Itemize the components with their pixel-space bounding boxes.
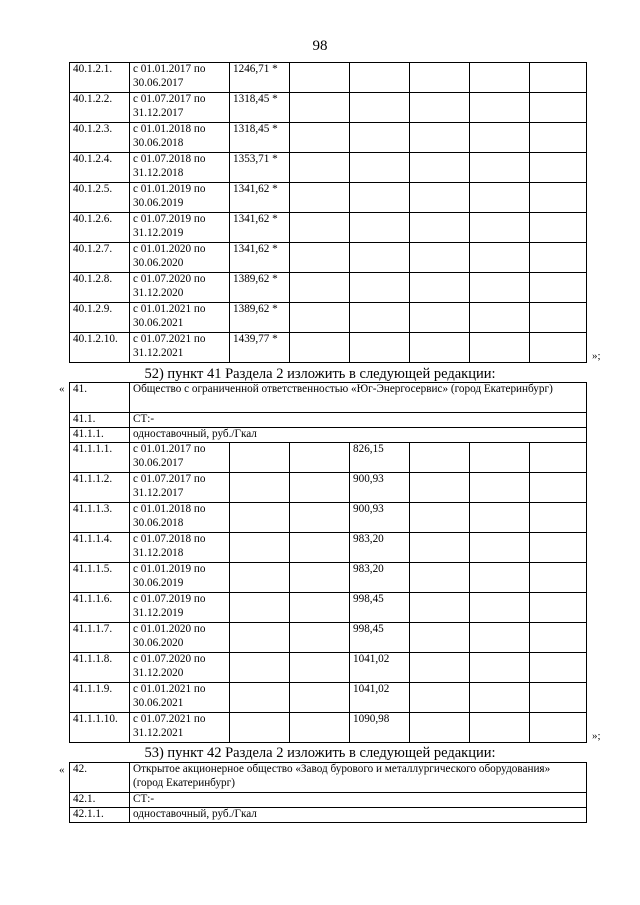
- page-number: 98: [312, 38, 328, 54]
- empty-cell: [530, 123, 587, 153]
- empty-cell: [470, 683, 530, 713]
- empty-cell: [350, 153, 410, 183]
- table-row: [70, 503, 587, 533]
- empty-cell: [410, 93, 470, 123]
- empty-cell: [470, 273, 530, 303]
- empty-cell: [410, 653, 470, 683]
- row-number: 41.1.1.7.: [70, 623, 130, 653]
- section-52-heading: 52) пункт 41 Раздела 2 изложить в следующей редакции:: [144, 366, 496, 382]
- empty-cell: [290, 303, 350, 333]
- empty-cell: [290, 123, 350, 153]
- empty-cell: [290, 683, 350, 713]
- tariff-value: 1246,71 *: [230, 63, 290, 93]
- empty-cell: [530, 653, 587, 683]
- tariff-value: 1041,02: [350, 653, 410, 683]
- period: с 01.01.2021 по 30.06.2021: [130, 683, 230, 713]
- tariff-num: 42.1.1.: [70, 808, 130, 823]
- empty-cell: [230, 623, 290, 653]
- empty-cell: [230, 503, 290, 533]
- empty-cell: [410, 593, 470, 623]
- period: с 01.07.2021 по 31.12.2021: [130, 333, 230, 363]
- row-number: 41.1.1.1.: [70, 443, 130, 473]
- empty-cell: [470, 333, 530, 363]
- empty-cell: [410, 153, 470, 183]
- tariff-type-row: [70, 808, 587, 823]
- org-name: Открытое акционерное общество «Завод бурового и металлургического оборудования» (город Екатеринбург): [130, 763, 587, 793]
- tariff-value: 1341,62 *: [230, 243, 290, 273]
- empty-cell: [530, 333, 587, 363]
- empty-cell: [290, 93, 350, 123]
- tariff-type-row: [70, 428, 587, 443]
- empty-cell: [350, 183, 410, 213]
- empty-cell: [410, 713, 470, 743]
- empty-cell: [410, 503, 470, 533]
- empty-cell: [290, 243, 350, 273]
- row-number: 41.1.1.2.: [70, 473, 130, 503]
- empty-cell: [530, 213, 587, 243]
- period: с 01.01.2021 по 30.06.2021: [130, 303, 230, 333]
- row-number: 41.1.1.3.: [70, 503, 130, 533]
- empty-cell: [530, 593, 587, 623]
- table-row: [70, 653, 587, 683]
- empty-cell: [530, 443, 587, 473]
- empty-cell: [530, 183, 587, 213]
- ct-row: [70, 413, 587, 428]
- empty-cell: [530, 533, 587, 563]
- empty-cell: [350, 243, 410, 273]
- org-num: 42.: [70, 763, 130, 793]
- empty-cell: [470, 213, 530, 243]
- row-number: 40.1.2.10.: [70, 333, 130, 363]
- empty-cell: [290, 533, 350, 563]
- empty-cell: [290, 183, 350, 213]
- empty-cell: [470, 123, 530, 153]
- tariff-value: 900,93: [350, 473, 410, 503]
- ct-label: СТ:-: [130, 413, 587, 428]
- table-row: [70, 213, 587, 243]
- table-row: [70, 443, 587, 473]
- empty-cell: [290, 443, 350, 473]
- opening-quote: «: [59, 383, 65, 395]
- empty-cell: [530, 273, 587, 303]
- tariff-value: 1341,62 *: [230, 213, 290, 243]
- empty-cell: [410, 533, 470, 563]
- period: с 01.07.2018 по 31.12.2018: [130, 533, 230, 563]
- period: с 01.07.2020 по 31.12.2020: [130, 273, 230, 303]
- empty-cell: [530, 563, 587, 593]
- row-number: 40.1.2.4.: [70, 153, 130, 183]
- tariff-value: 998,45: [350, 623, 410, 653]
- empty-cell: [530, 93, 587, 123]
- empty-cell: [530, 303, 587, 333]
- empty-cell: [470, 243, 530, 273]
- period: с 01.01.2018 по 30.06.2018: [130, 123, 230, 153]
- empty-cell: [470, 303, 530, 333]
- empty-cell: [410, 123, 470, 153]
- tariff-value: 900,93: [350, 503, 410, 533]
- tariff-table-item-41: [69, 382, 587, 743]
- period: с 01.07.2019 по 31.12.2019: [130, 593, 230, 623]
- empty-cell: [530, 713, 587, 743]
- empty-cell: [470, 653, 530, 683]
- empty-cell: [230, 713, 290, 743]
- tariff-value: 983,20: [350, 533, 410, 563]
- empty-cell: [230, 653, 290, 683]
- table-row: [70, 623, 587, 653]
- period: с 01.07.2018 по 31.12.2018: [130, 153, 230, 183]
- empty-cell: [350, 93, 410, 123]
- empty-cell: [470, 713, 530, 743]
- closing-quote: »;: [592, 350, 601, 362]
- row-number: 41.1.1.10.: [70, 713, 130, 743]
- tariff-label: одноставочный, руб./Гкал: [130, 808, 587, 823]
- period: с 01.07.2019 по 31.12.2019: [130, 213, 230, 243]
- table-row: [70, 63, 587, 93]
- empty-cell: [290, 153, 350, 183]
- table-row: [70, 93, 587, 123]
- ct-label: СТ:-: [130, 793, 587, 808]
- empty-cell: [290, 623, 350, 653]
- empty-cell: [230, 563, 290, 593]
- row-number: 40.1.2.7.: [70, 243, 130, 273]
- period: с 01.01.2018 по 30.06.2018: [130, 503, 230, 533]
- empty-cell: [230, 593, 290, 623]
- empty-cell: [470, 443, 530, 473]
- empty-cell: [470, 503, 530, 533]
- empty-cell: [530, 63, 587, 93]
- empty-cell: [410, 473, 470, 503]
- org-name: Общество с ограниченной ответственностью «Юг-Энергосервис» (город Екатеринбург): [130, 383, 587, 413]
- empty-cell: [290, 713, 350, 743]
- empty-cell: [530, 503, 587, 533]
- table-row: [70, 123, 587, 153]
- empty-cell: [230, 473, 290, 503]
- empty-cell: [350, 123, 410, 153]
- row-number: 41.1.1.8.: [70, 653, 130, 683]
- empty-cell: [410, 443, 470, 473]
- empty-cell: [290, 563, 350, 593]
- period: с 01.01.2017 по 30.06.2017: [130, 63, 230, 93]
- table-row: [70, 473, 587, 503]
- table-row: [70, 533, 587, 563]
- tariff-value: 1389,62 *: [230, 273, 290, 303]
- empty-cell: [350, 213, 410, 243]
- empty-cell: [470, 593, 530, 623]
- tariff-value: 1341,62 *: [230, 183, 290, 213]
- tariff-value: 1318,45 *: [230, 93, 290, 123]
- tariff-table-item-42: [69, 762, 587, 823]
- empty-cell: [350, 63, 410, 93]
- empty-cell: [470, 153, 530, 183]
- row-number: 40.1.2.5.: [70, 183, 130, 213]
- table-row: [70, 273, 587, 303]
- period: с 01.07.2021 по 31.12.2021: [130, 713, 230, 743]
- empty-cell: [350, 273, 410, 303]
- tariff-value: 998,45: [350, 593, 410, 623]
- tariff-value: 1439,77 *: [230, 333, 290, 363]
- empty-cell: [410, 273, 470, 303]
- tariff-value: 1389,62 *: [230, 303, 290, 333]
- org-row: [70, 763, 587, 793]
- row-number: 40.1.2.9.: [70, 303, 130, 333]
- org-row: [70, 383, 587, 413]
- period: с 01.01.2017 по 30.06.2017: [130, 443, 230, 473]
- empty-cell: [530, 623, 587, 653]
- empty-cell: [410, 183, 470, 213]
- empty-cell: [410, 303, 470, 333]
- empty-cell: [410, 683, 470, 713]
- table-row: [70, 333, 587, 363]
- empty-cell: [410, 63, 470, 93]
- table-row: [70, 153, 587, 183]
- table-row: [70, 563, 587, 593]
- tariff-value: 983,20: [350, 563, 410, 593]
- org-num: 41.: [70, 383, 130, 413]
- empty-cell: [470, 93, 530, 123]
- empty-cell: [410, 623, 470, 653]
- period: с 01.01.2020 по 30.06.2020: [130, 623, 230, 653]
- ct-num: 41.1.: [70, 413, 130, 428]
- empty-cell: [410, 243, 470, 273]
- empty-cell: [290, 473, 350, 503]
- table-row: [70, 243, 587, 273]
- empty-cell: [530, 473, 587, 503]
- table-row: [70, 683, 587, 713]
- row-number: 40.1.2.3.: [70, 123, 130, 153]
- ct-row: [70, 793, 587, 808]
- empty-cell: [470, 63, 530, 93]
- empty-cell: [230, 683, 290, 713]
- empty-cell: [290, 333, 350, 363]
- tariff-label: одноставочный, руб./Гкал: [130, 428, 587, 443]
- empty-cell: [290, 213, 350, 243]
- table-row: [70, 593, 587, 623]
- tariff-value: 1041,02: [350, 683, 410, 713]
- table-row: [70, 713, 587, 743]
- empty-cell: [290, 273, 350, 303]
- empty-cell: [230, 443, 290, 473]
- empty-cell: [290, 63, 350, 93]
- tariff-num: 41.1.1.: [70, 428, 130, 443]
- tariff-table-item-40: [69, 62, 587, 363]
- period: с 01.07.2020 по 31.12.2020: [130, 653, 230, 683]
- empty-cell: [290, 503, 350, 533]
- row-number: 41.1.1.4.: [70, 533, 130, 563]
- period: с 01.01.2019 по 30.06.2019: [130, 183, 230, 213]
- empty-cell: [350, 303, 410, 333]
- empty-cell: [410, 333, 470, 363]
- empty-cell: [410, 563, 470, 593]
- row-number: 41.1.1.6.: [70, 593, 130, 623]
- tariff-value: 1318,45 *: [230, 123, 290, 153]
- empty-cell: [410, 213, 470, 243]
- empty-cell: [530, 153, 587, 183]
- section-53-heading: 53) пункт 42 Раздела 2 изложить в следующей редакции:: [144, 745, 496, 761]
- empty-cell: [470, 183, 530, 213]
- row-number: 41.1.1.9.: [70, 683, 130, 713]
- period: с 01.01.2019 по 30.06.2019: [130, 563, 230, 593]
- table-row: [70, 303, 587, 333]
- empty-cell: [470, 623, 530, 653]
- empty-cell: [230, 533, 290, 563]
- empty-cell: [290, 593, 350, 623]
- opening-quote: «: [59, 764, 65, 776]
- tariff-value: 826,15: [350, 443, 410, 473]
- empty-cell: [530, 243, 587, 273]
- period: с 01.07.2017 по 31.12.2017: [130, 93, 230, 123]
- empty-cell: [470, 563, 530, 593]
- tariff-value: 1353,71 *: [230, 153, 290, 183]
- row-number: 41.1.1.5.: [70, 563, 130, 593]
- empty-cell: [530, 683, 587, 713]
- empty-cell: [290, 653, 350, 683]
- closing-quote: »;: [592, 730, 601, 742]
- tariff-value: 1090,98: [350, 713, 410, 743]
- table-row: [70, 183, 587, 213]
- row-number: 40.1.2.2.: [70, 93, 130, 123]
- empty-cell: [470, 533, 530, 563]
- row-number: 40.1.2.1.: [70, 63, 130, 93]
- ct-num: 42.1.: [70, 793, 130, 808]
- row-number: 40.1.2.6.: [70, 213, 130, 243]
- row-number: 40.1.2.8.: [70, 273, 130, 303]
- period: с 01.07.2017 по 31.12.2017: [130, 473, 230, 503]
- empty-cell: [470, 473, 530, 503]
- empty-cell: [350, 333, 410, 363]
- period: с 01.01.2020 по 30.06.2020: [130, 243, 230, 273]
